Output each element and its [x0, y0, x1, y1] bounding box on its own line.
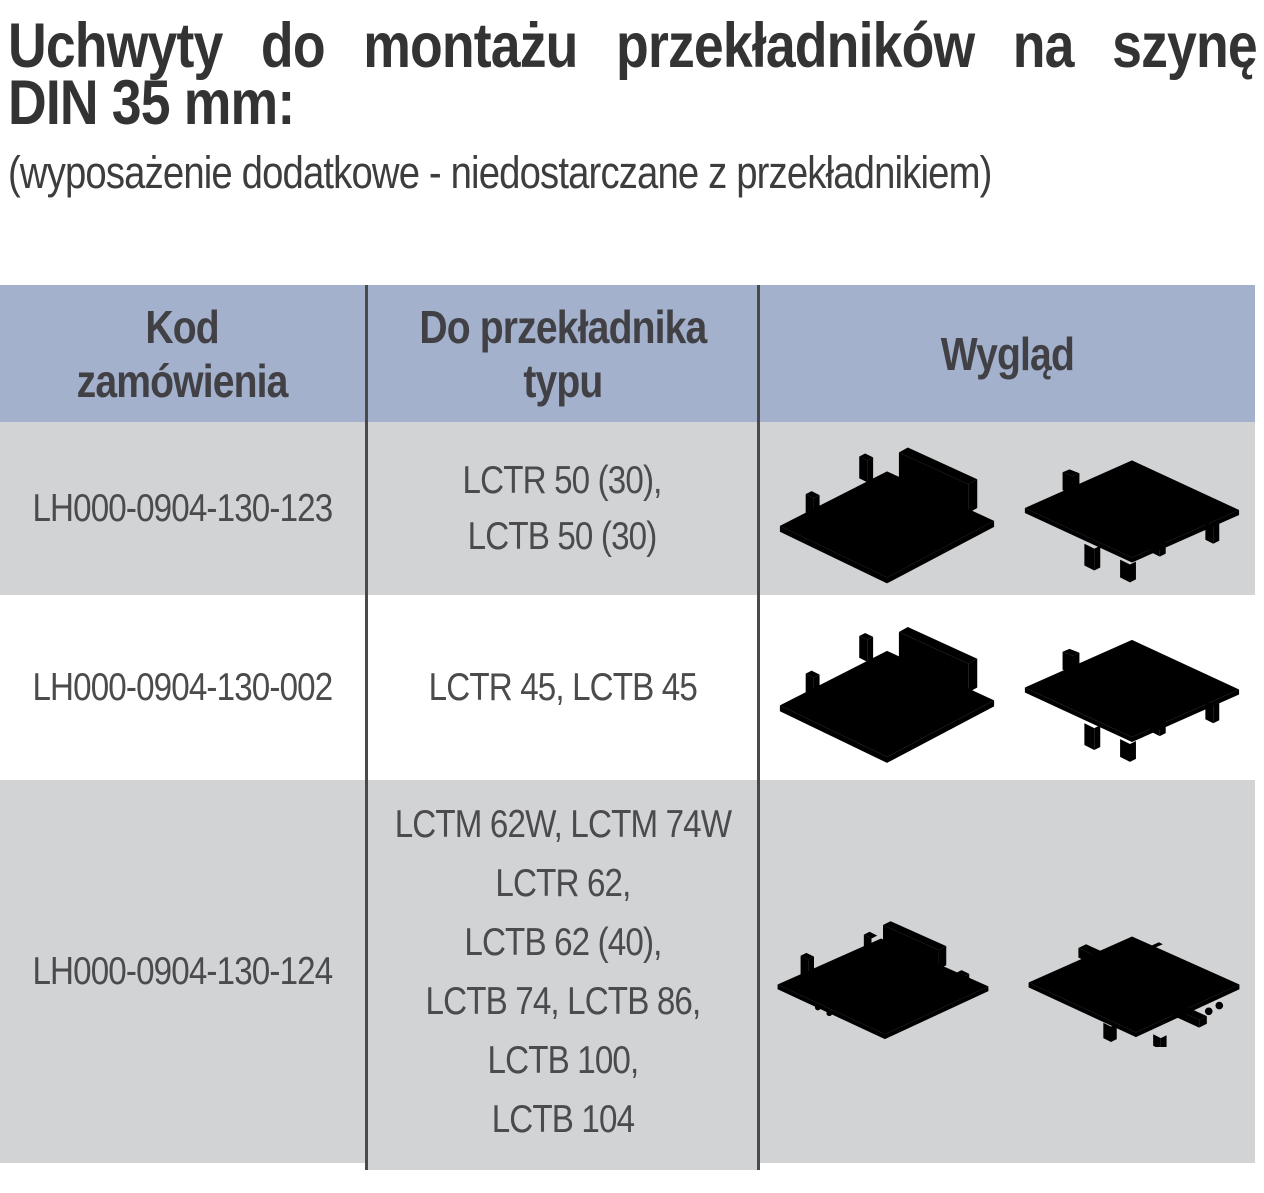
type-line: LCTR 45, LCTB 45	[428, 665, 697, 709]
header-order-code-line2: zamówienia	[77, 354, 288, 407]
bracket-flat-top-view-drawing	[768, 897, 998, 1047]
bracket-bottom-view-drawing	[1011, 426, 1249, 591]
header-appearance-label: Wygląd	[940, 327, 1075, 380]
table-header-row	[0, 285, 1255, 422]
order-code-value: LH000-0904-130-123	[32, 486, 333, 530]
table-row	[0, 780, 1255, 1163]
page-title-line2: DIN 35 mm:	[8, 68, 295, 138]
header-transformer-type-line1: Do przekładnika	[418, 300, 707, 353]
bracket-top-view-drawing	[768, 603, 1006, 773]
page-subtitle: (wyposażenie dodatkowe - niedostarczane z przekładnikiem)	[8, 147, 992, 198]
transformer-type-cell	[365, 422, 760, 595]
type-line: LCTB 50 (30)	[468, 514, 657, 558]
order-code-value: LH000-0904-130-002	[32, 665, 333, 709]
header-transformer-type	[365, 285, 760, 422]
header-appearance	[760, 285, 1255, 422]
title-block	[8, 11, 1257, 198]
type-line: LCTM 62W, LCTM 74W	[394, 802, 731, 846]
order-code-cell	[0, 780, 365, 1163]
bracket-flat-bottom-view-drawing	[1019, 897, 1249, 1047]
transformer-type-cell	[365, 780, 760, 1163]
appearance-cell	[760, 422, 1255, 595]
table-row	[0, 422, 1255, 595]
type-line: LCTR 50 (30),	[463, 458, 662, 502]
type-line: LCTR 62,	[494, 861, 631, 905]
type-line: LCTB 100,	[487, 1038, 638, 1082]
order-code-cell	[0, 422, 365, 595]
table-tail-strip	[365, 1163, 760, 1170]
transformer-type-cell	[365, 595, 760, 780]
type-line: LCTB 62 (40),	[463, 920, 662, 964]
appearance-cell	[760, 595, 1255, 780]
appearance-cell	[760, 780, 1255, 1163]
header-transformer-type-line2: typu	[522, 354, 603, 407]
type-line: LCTB 74, LCTB 86,	[425, 979, 700, 1023]
bracket-top-view-drawing	[768, 426, 1006, 591]
order-code-value: LH000-0904-130-124	[32, 949, 333, 993]
type-line: LCTB 104	[491, 1097, 634, 1141]
page-title-line1: Uchwyty do montażu przekładników na szynę	[8, 11, 1257, 81]
bracket-bottom-view-drawing	[1011, 603, 1249, 773]
header-order-code	[0, 285, 365, 422]
order-code-cell	[0, 595, 365, 780]
table-row	[0, 595, 1255, 780]
brackets-table	[0, 285, 1255, 1170]
header-order-code-line1: Kod	[145, 300, 220, 353]
